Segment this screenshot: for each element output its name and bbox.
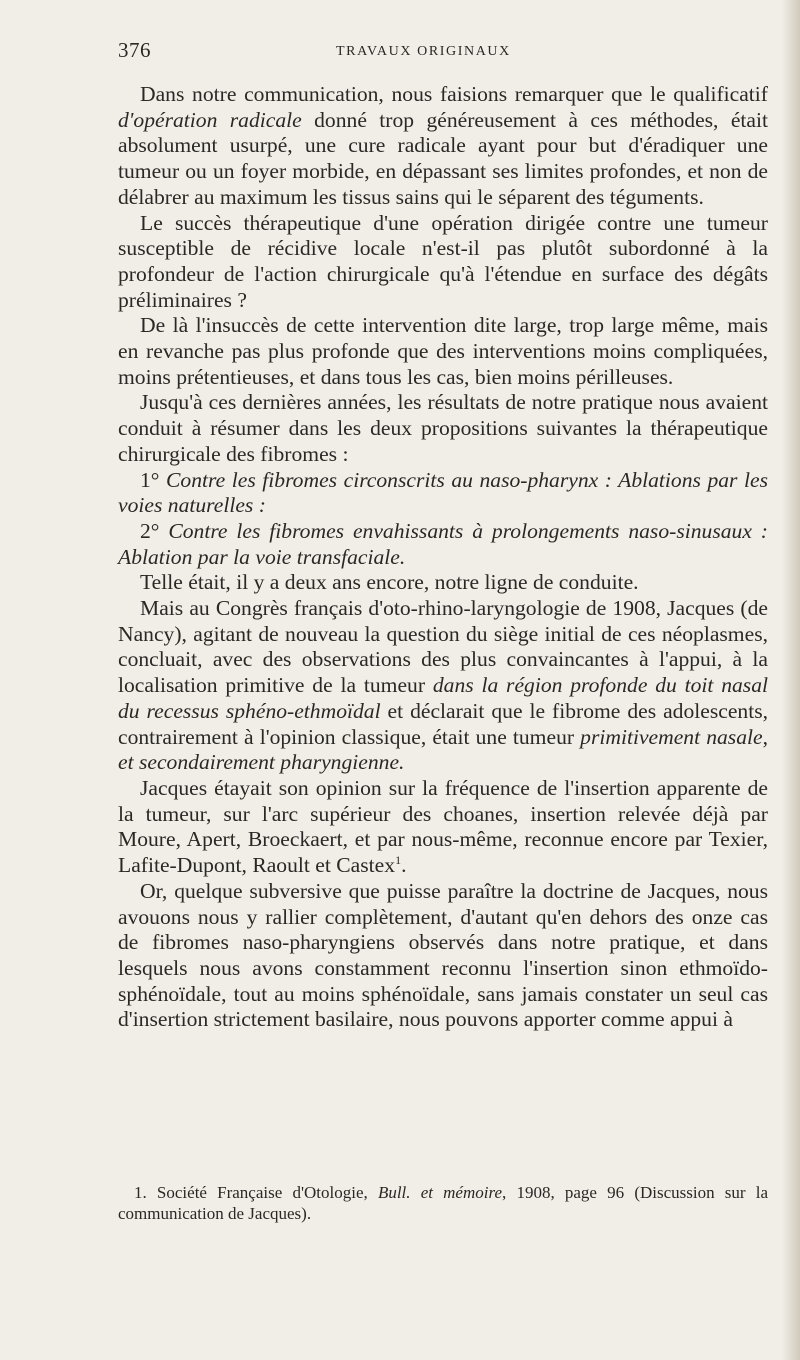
italic-run: dans la région profonde du toit nasal du recessus sphéno-ethmoïdal	[118, 673, 768, 723]
paragraph-3: De là l'insuccès de cette intervention dite large, trop large même, mais en revanche pas plus profonde que des interventions moins compliquées, moins prétentieuses, et dans tous les cas, bien moins périlleuses.	[118, 313, 768, 389]
paragraph-1	[118, 82, 768, 211]
paragraph-9	[118, 776, 768, 879]
running-head: TRAVAUX ORIGINAUX	[336, 44, 511, 59]
italic-run: Bull. et mémoire	[377, 1183, 503, 1202]
text-run: 1. Société Française d'Otologie,	[134, 1183, 378, 1202]
text-run: 1°	[140, 467, 166, 492]
body-text	[118, 82, 768, 1033]
text-run: ,	[762, 724, 768, 749]
paragraph-5	[118, 468, 768, 519]
paragraph-8	[118, 596, 768, 776]
italic-run: et secondairement pharyngienne.	[118, 750, 405, 775]
text-run: .	[401, 853, 407, 878]
paragraph-4: Jusqu'à ces dernières années, les résultats de notre pratique nous avaient conduit à résumer dans les deux propositions suivantes la thérapeutique chirurgicale des fibromes :	[118, 390, 768, 466]
text-run: Dans notre communication, nous faisions remarquer que le qualificatif	[140, 82, 768, 106]
paragraph-7: Telle était, il y a deux ans encore, notre ligne de conduite.	[140, 570, 639, 595]
page-edge-shadow	[782, 0, 800, 1360]
paragraph-2: Le succès thérapeutique d'une opération dirigée contre une tumeur susceptible de récidive locale n'est-il pas plutôt subordonné à la profondeur de l'action chirurgicale qu'à l'étendue en surface des dégâts préliminaires ?	[118, 210, 768, 312]
italic-run: Contre les fibromes envahissants à prolongements naso-sinusaux : Ablation par la voie transfaciale.	[118, 518, 768, 569]
italic-run: Contre les fibromes circonscrits au naso-pharynx : Ablations par les voies naturelles :	[118, 467, 768, 518]
italic-run: primitivement nasale	[580, 724, 763, 749]
paragraph-10: Or, quelque subversive que puisse paraître la doctrine de Jacques, nous avouons nous y rallier complètement, d'autant qu'en dehors des onze cas de fibromes naso-pharyngiens observés dans notre pratique, et dans lesquels nous avons constamment reconnu l'insertion sinon ethmoïdo-sphénoïdale, tout au moins sphénoïdale, sans jamais constater un seul cas d'insertion strictement basilaire, nous pouvons apporter comme appui à	[118, 878, 768, 1032]
italic-run: d'opération radicale	[118, 107, 302, 132]
page-number: 376	[118, 38, 151, 62]
text-run: et déclarait que le fibrome des adolescents, contrairement à l'opinion classique, était une tumeur	[118, 698, 769, 749]
text-run: Mais au Congrès français d'oto-rhino-laryngologie de 1908, Jacques (de Nancy), agitant de nouveau la question du siège initial de ces néoplasmes, concluait, avec des observations des plus convaincantes à l'appui, à la localisation primitive de la tumeur	[118, 596, 768, 698]
footnote-marker: 1	[395, 852, 402, 867]
page-header	[118, 38, 768, 68]
text-run: , 1908, page 96 (Discussion sur la communication de Jacques).	[118, 1183, 768, 1223]
paragraph-6	[118, 519, 768, 570]
text-run: Jacques étayait son opinion sur la fréquence de l'insertion apparente de la tumeur, sur l'arc supérieur des choanes, insertion relevée déjà par Moure, Apert, Broeckaert, et par nous-même, reconnue encore par Texier, Lafite-Dupont, Raoult et Castex	[118, 775, 768, 878]
footnote	[118, 1182, 768, 1224]
footnote-text	[118, 1182, 768, 1224]
text-run: 2°	[140, 518, 169, 543]
text-run: donné trop généreusement à ces méthodes, était absolument usurpé, une cure radicale ayant pour but d'éradiquer une tumeur ou un foyer morbide, en dépassant ses limites profondes, et non de délabrer au maximum les tissus sains qui le séparent des téguments.	[118, 107, 769, 209]
